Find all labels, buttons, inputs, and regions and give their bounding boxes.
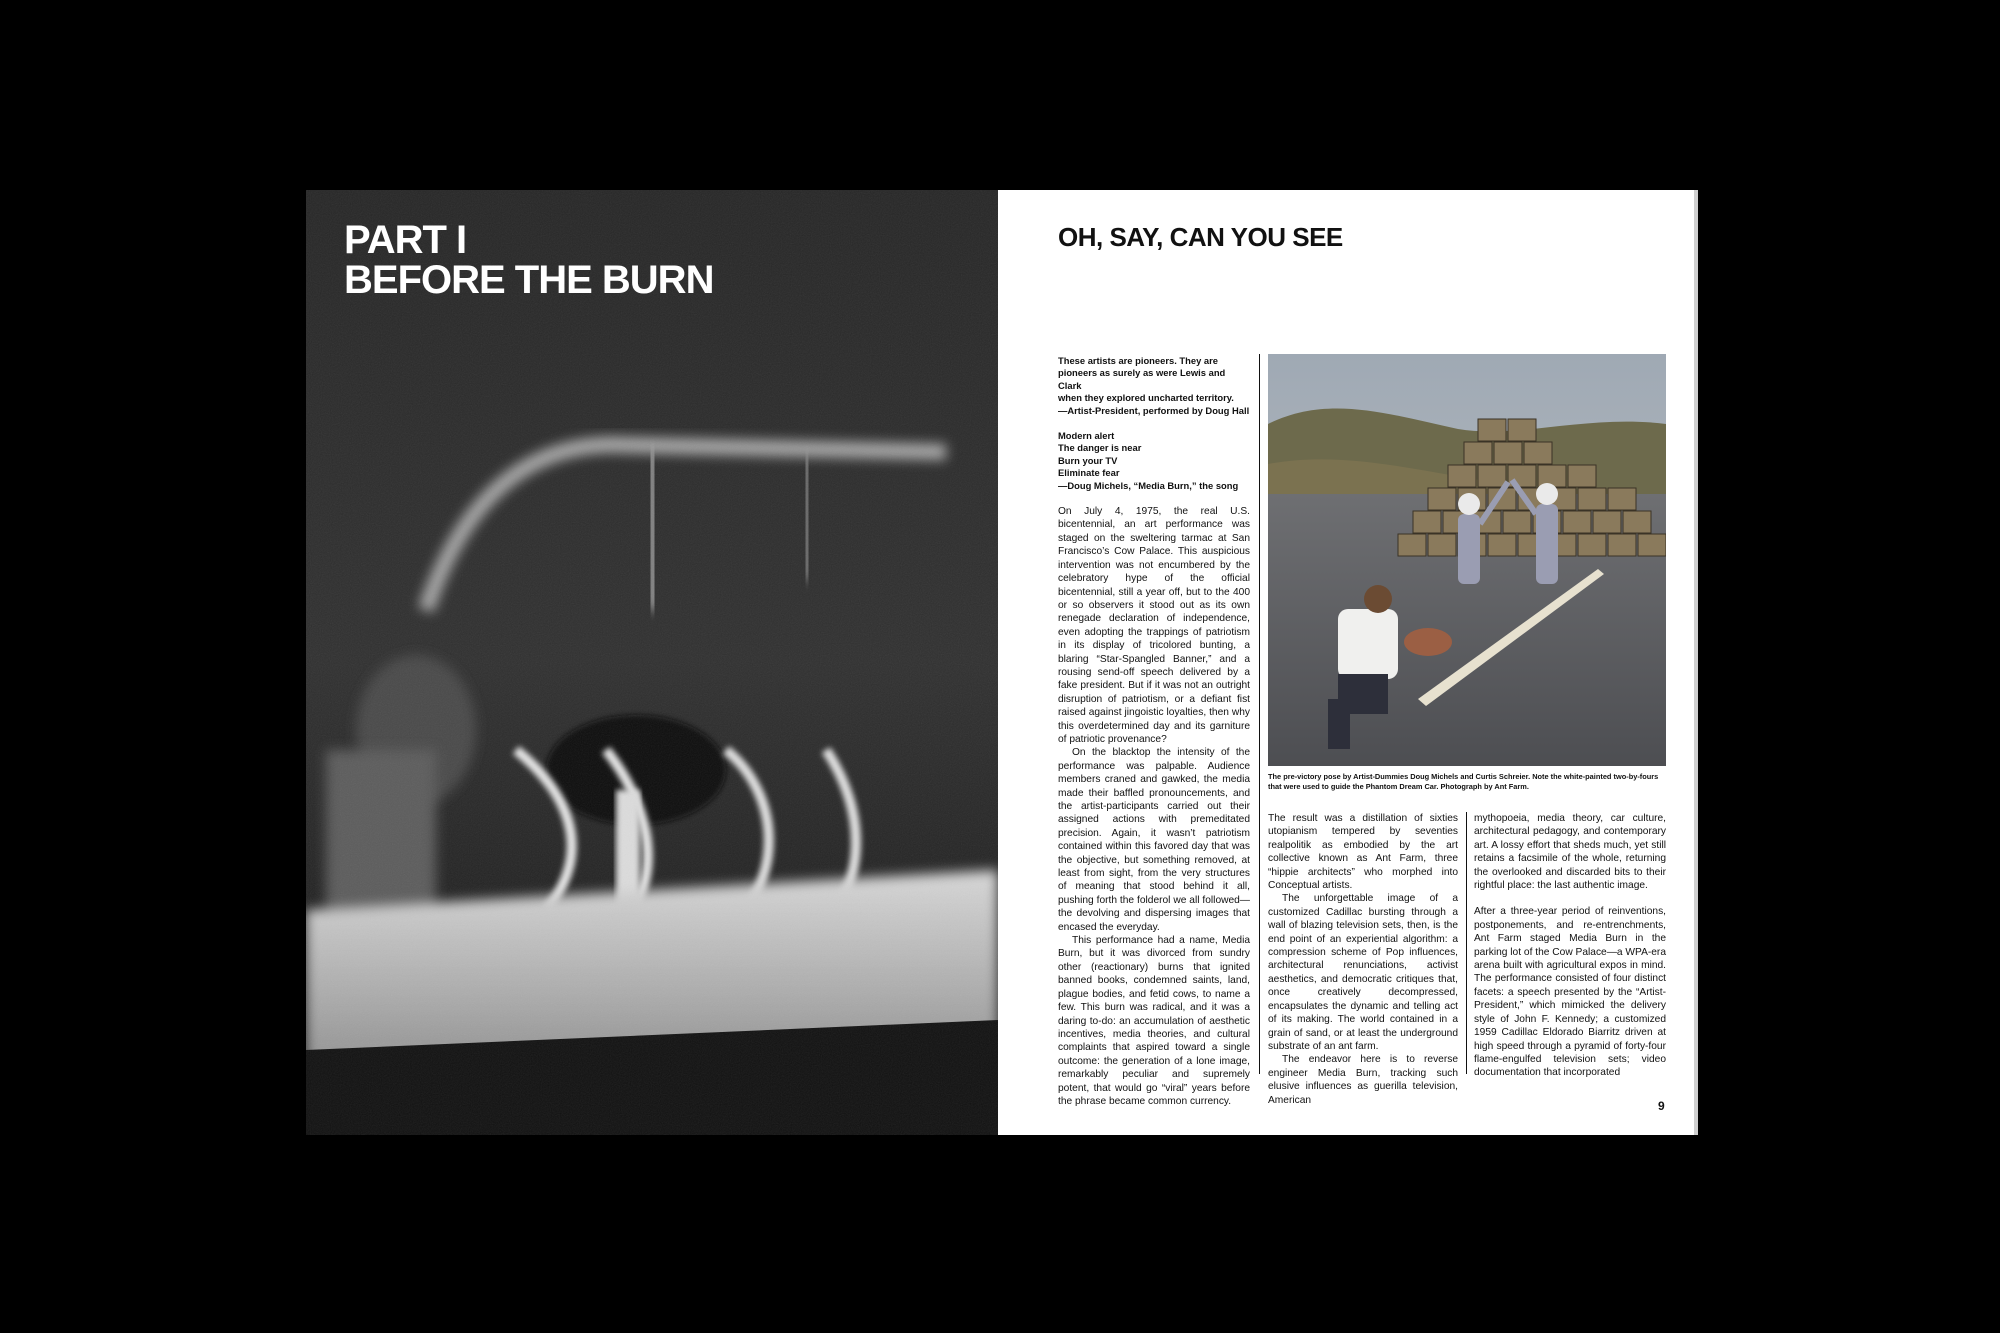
epigraph-line: Burn your TV [1058, 454, 1118, 466]
epigraph-line: Modern alert [1058, 430, 1115, 442]
column-rule [1259, 354, 1260, 1074]
ant-farm-photo [1268, 354, 1666, 766]
column-2 [1268, 812, 1458, 1107]
right-page [998, 190, 1698, 1135]
column-1 [1058, 355, 1250, 1108]
epigraph-line: These artists are pioneers. They are [1058, 355, 1218, 366]
epigraph-attribution: —Artist-President, performed by Doug Hall [1058, 404, 1250, 416]
paragraph: The endeavor here is to reverse engineer Media Burn, tracking such elusive influences as guerilla television, American [1268, 1054, 1458, 1106]
paragraph: On the blacktop the intensity of the performance was palpable. Audience members craned and gawked, the media made their baffled pronouncements, and the artist-participants carried out their assigned actions with premeditated precision. Again, it wasn’t patriotism contained within this favored day that was the objective, but something removed, at least from sight, from the very structures of meaning that stood behind it all, pushing forth the folderol we all followed—the devolving and dispersing images that encased the everyday. [1058, 747, 1250, 933]
body-text-col1 [1058, 505, 1250, 1108]
paragraph: After a three-year period of reinventions, postponements, and re-entrenchments, Ant Farm staged Media Burn in the parking lot of the Cow Palace—a WPA-era arena built with agricultural expos in mind. The performance consisted of four distinct facets: a speech presented by the “Artist-President,” which mimicked the delivery style of John F. Kennedy; a customized 1959 Cadillac Eldorado Biarritz driven at high speed through a pyramid of forty-four flame-engulfed television sets; video documentation that incorporated [1474, 906, 1666, 1079]
epigraph-line: Eliminate fear [1058, 467, 1120, 479]
epigraph-line: when they explored uncharted territory. [1058, 392, 1234, 404]
paragraph: On July 4, 1975, the real U.S. bicentennial, an art performance was staged on the sweltering tarmac at San Francisco’s Cow Palace. This auspicious intervention was not encumbered by the celebratory hype of the official bicentennial, still a year off, but to the 400 or so observers it stood out as its own renegade declaration of independence, even adopting the trappings of patriotism in its display of tricolored bunting, a blaring “Star-Spangled Banner,” and a rousing send-off speech delivered by a fake president. But if it was not an outright disruption of patriotism, or a defiant fist raised against jingoistic loyalties, then why this overdetermined day and its garniture of patriotic provenance? [1058, 506, 1250, 745]
paragraph: mythopoeia, media theory, car culture, architectural pedagogy, and contemporary art. A lossy effort that sheds much, yet still retains a facsimile of the whole, returning the overlooked and discarded bits to their rightful place: the last authentic image. [1474, 813, 1666, 892]
epigraph-2 [1058, 430, 1250, 492]
page-number: 9 [1658, 1099, 1665, 1113]
part-title-line1: PART I [344, 218, 467, 262]
epigraph-line: The danger is near [1058, 442, 1142, 454]
epigraph-line: pioneers as surely as were Lewis and Clark [1058, 367, 1226, 391]
epigraph-1 [1058, 355, 1250, 417]
grainy-bw-photo [306, 190, 998, 1135]
paragraph: The unforgettable image of a customized Cadillac bursting through a wall of blazing television sets, then, is the end point of an experiential algorithm: a compression scheme of Pop influences, architectural renunciations, activist aesthetics, and democratic critiques that, once creatively decompressed, encapsulates the dynamic and telling act of its making. The world contained in a grain of sand, or at least the underground substrate of an ant farm. [1268, 893, 1458, 1052]
part-title [344, 220, 713, 300]
epigraph-attribution: —Doug Michels, “Media Burn,” the song [1058, 479, 1239, 491]
photo-caption: The pre-victory pose by Artist-Dummies Doug Michels and Curtis Schreier. Note the white-painted two-by-fours that were used to guide the Phantom Dream Car. Photograph by Ant Farm. [1268, 772, 1659, 791]
part-title-line2: BEFORE THE BURN [344, 258, 714, 302]
left-page [306, 190, 998, 1135]
paragraph: The result was a distillation of sixties utopianism tempered by seventies realpolitik as embodied by the art collective known as Ant Farm, three “hippie architects” who morphed into Conceptual artists. [1268, 813, 1458, 892]
column-rule [1466, 812, 1467, 1074]
paragraph: This performance had a name, Media Burn, but it was divorced from sundry other (reactionary) burns that ignited banned books, condemned saints, land, plague bodies, and fetid cows, to name a few. This burn was radical, and it was a daring to-do: an accumulation of aesthetic incentives, media theories, and cultural complaints that aspired toward a single outcome: the generation of a lone image, remarkably peculiar and supremely potent, that would go “viral” years before the phrase became common currency. [1058, 935, 1250, 1107]
page-heading: OH, SAY, CAN YOU SEE [1058, 222, 1343, 252]
column-3 [1474, 812, 1666, 1080]
